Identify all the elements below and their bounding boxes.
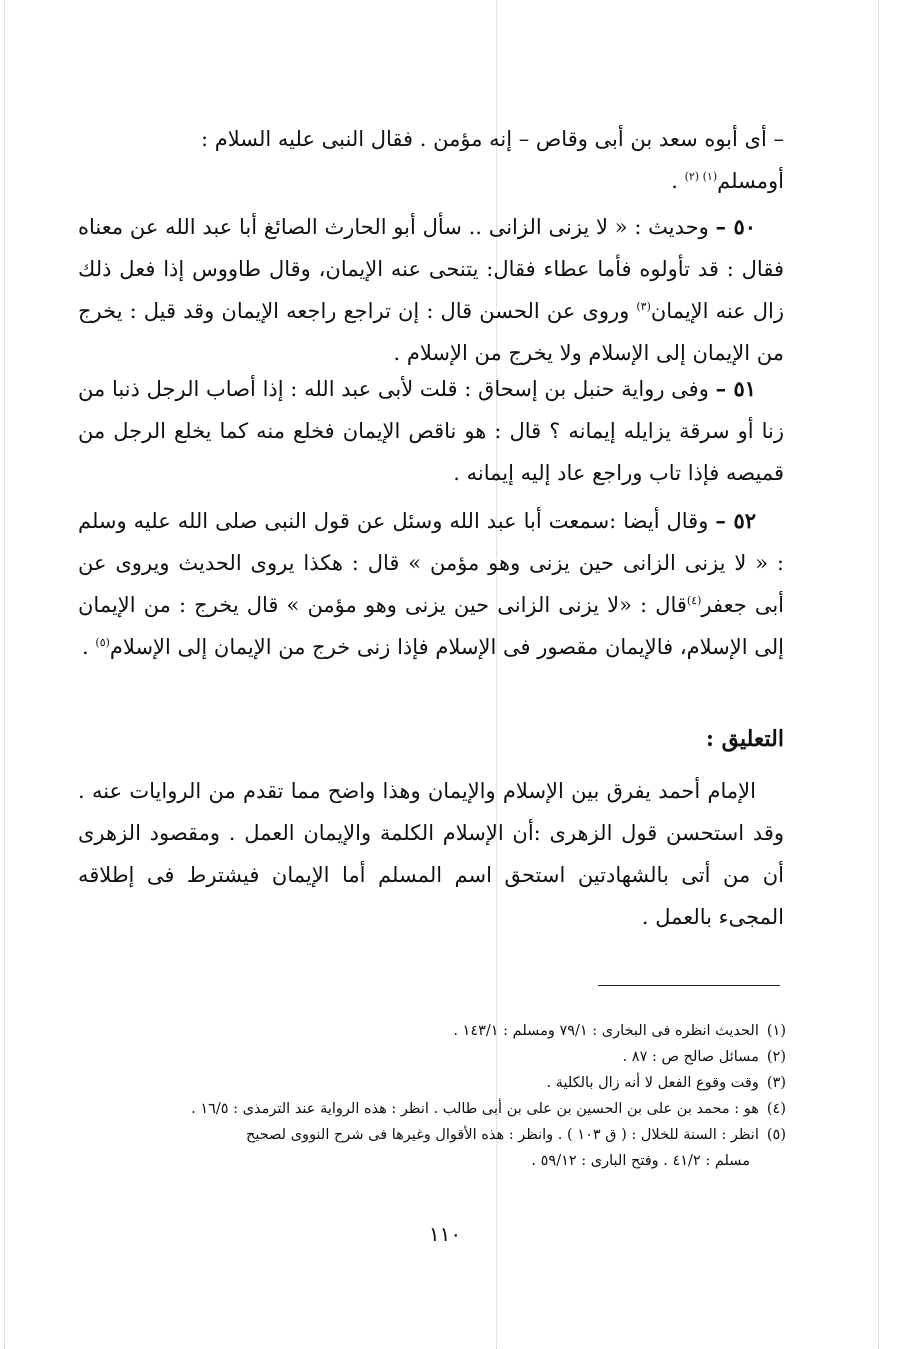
footnote <box>88 1122 786 1148</box>
footnote-mark: (٢) <box>766 1049 786 1065</box>
intro-line-1: – أى أبوه سعد بن أبى وقاص – إنه مؤمن . فقال النبى عليه السلام : <box>201 127 784 151</box>
footnote-mark: (٣) <box>766 1075 786 1091</box>
paragraph-51 <box>78 368 784 494</box>
footnote-continuation: مسلم : ٤١/٢ . وفتح البارى : ٥٩/١٢ . <box>531 1153 750 1169</box>
scan-guide-line <box>878 0 879 1349</box>
footnote-mark: (٤) <box>766 1101 786 1117</box>
intro-paragraph <box>78 118 784 202</box>
paragraph-text: وروى عن الحسن قال : إن تراجع راجعه الإيمان وقد قيل : يخرج من الإيمان إلى الإسلام ولا يخرج من الإسلام . <box>78 299 784 365</box>
commentary-paragraph <box>78 770 784 938</box>
paragraph-text: قال : «لا يزنى الزانى حين يزنى وهو مؤمن » قال يخرج : من الإيمان إلى الإسلام، فالإيمان مقصور فى الإسلام فإذا زنى خرج من الإيمان إلى الإسلام <box>78 593 784 659</box>
footnote-separator <box>598 985 780 986</box>
footnote-ref: (٤) <box>686 594 702 607</box>
footnote-ref: (١) (٢) <box>684 170 718 183</box>
page-number: ١١٠ <box>428 1222 462 1246</box>
footnotes <box>88 1018 786 1174</box>
footnote-text: انظر : السنة للخلال : ( ق ١٠٣ ) . وانظر : هذه الأقوال وغيرها فى شرح النووى لصحيح <box>246 1127 759 1143</box>
footnote <box>88 1096 786 1122</box>
footnote-text: الحديث انظره فى البخارى : ٧٩/١ ومسلم : ١٤٣/١ . <box>453 1023 759 1039</box>
footnote-ref: (٥) <box>95 636 110 649</box>
paragraph-text: وحديث : « لا يزنى الزانى .. سأل أبو الحارث الصائغ أبا عبد الله عن معناه فقال : قد تأولوه فأما عطاء فقال: يتنحى عنه الإيمان، وقال طاووس إذا فعل ذلك زال عنه الإيمان <box>78 215 784 323</box>
footnote-text: هو : محمد بن على بن الحسين بن على بن أبى طالب . انظر : هذه الرواية عند الترمذى : ١٦/٥ . <box>191 1101 759 1117</box>
footnote-ref: (٣) <box>636 300 651 313</box>
paragraph-text: وقال أيضا :سمعت أبا عبد الله وسئل عن قول النبى صلى الله عليه وسلم : « لا يزنى الزانى حين يزنى وهو مؤمن » قال : هكذا يروى الحديث ويروى عن أبى جعفر <box>78 509 784 617</box>
footnote-mark: (١) <box>766 1023 786 1039</box>
paragraph-text: وفى رواية حنبل بن إسحاق : قلت لأبى عبد الله : إذا أصاب الرجل ذنبا من زنا أو سرقة يزايله إيمانه ؟ قال : هو ناقص الإيمان فخلع منه كما يخلع الرجل من قميصه فإذا تاب وراجع عاد إليه إيمانه . <box>78 377 784 485</box>
intro-line-2: أومسلم <box>717 169 784 193</box>
intro-end: . <box>671 169 678 193</box>
footnote <box>88 1070 786 1096</box>
paragraph-end: . <box>82 635 96 659</box>
paragraph-50 <box>78 206 784 374</box>
footnote <box>88 1018 786 1044</box>
commentary-heading <box>78 718 784 760</box>
footnote-text: مسائل صالح ص : ٨٧ . <box>622 1049 759 1065</box>
footnote-text: وقت وقوع الفعل لا أنه زال بالكلية . <box>546 1075 759 1091</box>
section-heading: التعليق : <box>705 726 784 752</box>
footnote-mark: (٥) <box>766 1127 786 1143</box>
paragraph-number: ٥٠ – <box>715 214 757 239</box>
commentary-text: الإمام أحمد يفرق بين الإسلام والإيمان وهذا واضح مما تقدم من الروايات عنه . وقد استحسن قول الزهرى :أن الإسلام الكلمة والإيمان العمل . ومقصود الزهرى أن من أتى بالشهادتين استحق اسم المسلم أما الإيمان فيشترط فى إطلاقه المجىء بالعمل . <box>78 779 784 929</box>
paragraph-52 <box>78 500 784 668</box>
footnote <box>88 1044 786 1070</box>
paragraph-number: ٥٢ – <box>715 508 757 533</box>
scan-guide-line <box>4 0 5 1349</box>
paragraph-number: ٥١ – <box>715 376 757 401</box>
